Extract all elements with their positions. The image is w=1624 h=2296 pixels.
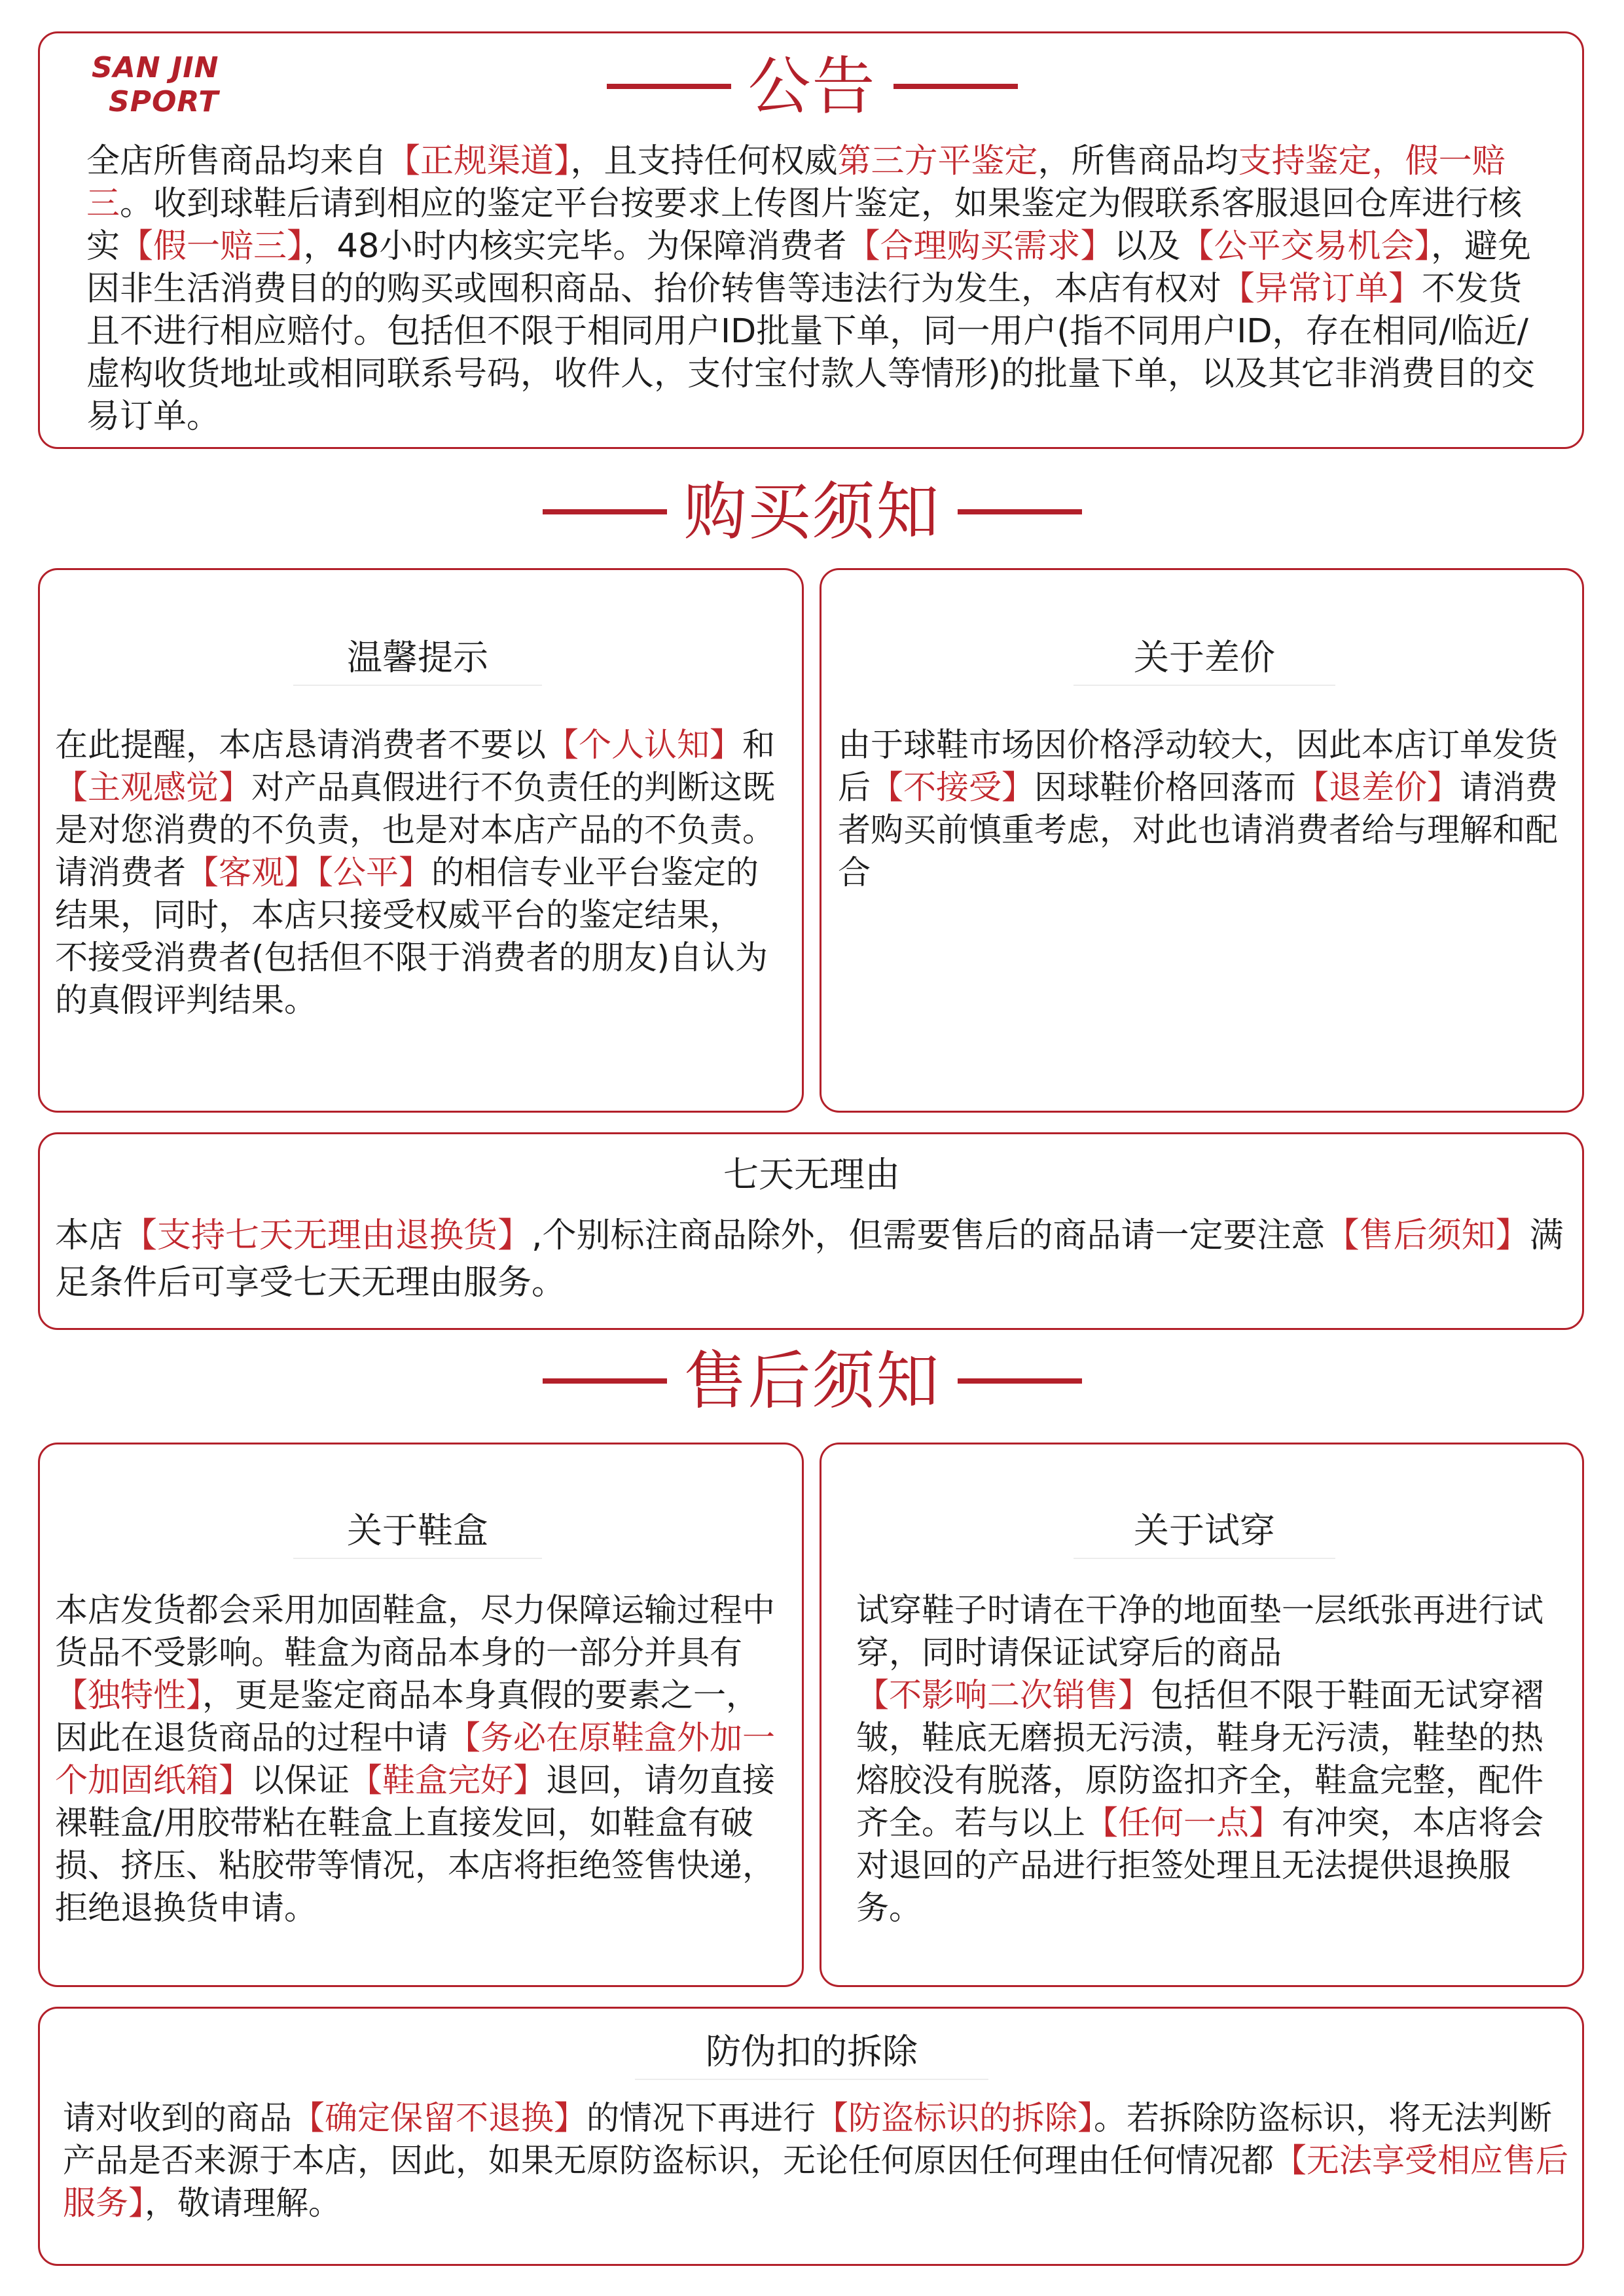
body-text: 退回，请勿直接裸鞋盒/用胶带粘在鞋盒上直接发回，如鞋盒有破损、挤压、粘胶带等情况，本店将拒绝签售快递，拒绝退换货申请。 — [55, 1761, 775, 1927]
highlight-text: 【无法享受相应售后服务】 — [63, 2142, 1568, 2222]
antitheft-body — [63, 2097, 1575, 2225]
body-text: 请对收到的商品 — [63, 2099, 292, 2137]
notice-title: 公告 — [748, 50, 876, 123]
body-text: ，且支持任何权威 — [570, 142, 838, 181]
body-text: 。若拆除防盗标识，将无法判断产品是否来源于本店，因此，如果无原防盗标识，无论任何原因任何理由任何情况都 — [63, 2099, 1552, 2179]
body-text: 本店 — [55, 1216, 124, 1255]
highlight-text: 【确定保留不退换】 — [292, 2099, 586, 2137]
body-text: 有冲突，本店将会对退回的产品进行拒签处理且无法提供退换服务。 — [856, 1804, 1543, 1927]
body-text: ，所售商品均 — [1038, 142, 1238, 181]
seven-days-title: 七天无理由 — [723, 1154, 900, 1195]
body-text: 包括但不限于鞋面无试穿褶皱，鞋底无磨损无污渍，鞋身无污渍，鞋垫的热熔胶没有脱落，原防盗扣齐全，鞋盒完整，配件齐全。若与以上 — [856, 1676, 1543, 1842]
aftersale-heading — [0, 1344, 1624, 1418]
purchase-heading — [0, 475, 1624, 548]
price-diff-body — [838, 724, 1570, 894]
antitheft-title: 防伪扣的拆除 — [635, 2029, 988, 2080]
highlight-text: 【独特性】 — [55, 1676, 202, 1714]
heading-line-left — [543, 1378, 667, 1384]
body-text: 。收到球鞋后请到相应的鉴定平台按要求上传图片鉴定，如果鉴定为假联系客服退回仓库进行核实 — [86, 185, 1523, 266]
shoebox-title: 关于鞋盒 — [293, 1508, 542, 1559]
highlight-text: 【异常订单】 — [1221, 270, 1422, 308]
body-text: 因球鞋价格回落而 — [1034, 768, 1296, 806]
body-text: 和 — [742, 726, 775, 764]
body-text: ，更是鉴定商品本身真假的要素之一，因此在退货商品的过程中请 — [55, 1676, 759, 1757]
heading-line-right — [958, 509, 1082, 514]
seven-days-body — [55, 1212, 1574, 1306]
highlight-text: 【不影响二次销售】 — [856, 1676, 1151, 1714]
body-text: 请消费者购买前慎重考虑，对此也请消费者给与理解和配合 — [838, 768, 1558, 891]
body-text: 的情况下再进行 — [586, 2099, 816, 2137]
highlight-text: 【务必在原鞋盒外加一个加固纸箱】 — [55, 1719, 775, 1799]
logo-line-1: SAN JIN — [92, 51, 219, 84]
notice-heading — [0, 50, 1624, 123]
highlight-text: 【个人认知】 — [546, 726, 742, 764]
tryon-title: 关于试穿 — [1074, 1508, 1335, 1559]
body-text: 全店所售商品均来自 — [86, 142, 388, 181]
body-text: 在此提醒，本店恳请消费者不要以 — [55, 726, 546, 764]
body-text: ,个别标注商品除外，但需要售后的商品请一定要注意 — [532, 1216, 1326, 1255]
body-text: ，48小时内核实完毕。为保障消费者 — [303, 227, 847, 266]
body-text: 由于球鞋市场因价格浮动较大，因此本店订单发货后 — [838, 726, 1558, 806]
purchase-title: 购买须知 — [683, 475, 941, 548]
body-text: 本店发货都会采用加固鞋盒，尽力保障运输过程中货品不受影响。鞋盒为商品本身的一部分并具有 — [55, 1591, 775, 1672]
heading-line-left — [607, 84, 731, 89]
highlight-text: 【鞋盒完好】 — [350, 1761, 546, 1799]
highlight-text: 【正规渠道】 — [387, 142, 571, 181]
highlight-text: 第三方平鉴定 — [837, 142, 1038, 181]
heading-line-right — [893, 84, 1018, 89]
body-text: 满足条件后可享受七天无理由服务。 — [55, 1216, 1564, 1302]
body-text: 以保证 — [251, 1761, 350, 1799]
highlight-text: 【合理购买需求】 — [846, 227, 1114, 266]
price-diff-title: 关于差价 — [1074, 635, 1335, 686]
highlight-text: 【防盗标识的拆除】 — [816, 2099, 1094, 2137]
highlight-text: 支持鉴定，假一赔三 — [86, 142, 1506, 223]
notice-body — [86, 140, 1547, 438]
highlight-text: 【支持七天无理由退换货】 — [123, 1216, 532, 1255]
tips-body — [55, 724, 788, 1022]
tryon-body — [856, 1589, 1563, 1929]
body-text: 的相信专业平台鉴定的结果，同时，本店只接受权威平台的鉴定结果， 不接受消费者(包括但不限于消费者的朋友)自认为的真假评判结果。 — [55, 853, 768, 1019]
body-text: 以及 — [1113, 227, 1181, 266]
highlight-text: 【不接受】 — [871, 768, 1034, 806]
heading-line-left — [543, 509, 667, 514]
body-text: 对产品真假进行不负责任的判断这既是对您消费的不负责，也是对本店产品的不负责。请消费者 — [55, 768, 775, 891]
shoebox-body — [55, 1589, 788, 1929]
highlight-text: 【退差价】 — [1296, 768, 1460, 806]
body-text: 试穿鞋子时请在干净的地面垫一层纸张再进行试穿，同时请保证试穿后的商品 — [856, 1591, 1543, 1672]
highlight-text: 【客观】【公平】 — [186, 853, 431, 891]
highlight-text: 【售后须知】 — [1325, 1216, 1530, 1255]
highlight-text: 【主观感觉】 — [55, 768, 251, 806]
heading-line-right — [958, 1378, 1082, 1384]
logo-line-2: SPORT — [109, 85, 219, 118]
body-text: ，避免因非生活消费目的的购买或囤积商品、抬价转售等违法行为发生，本店有权对 — [86, 227, 1531, 308]
body-text: 不发货且不进行相应赔付。包括但不限于相同用户ID批量下单，同一用户(指不同用户ID，存在相同/临近/虚构收货地址或相同联系号码，收件人，支付宝付款人等情形)的批量下单，以及其它非消费目的交易订单。 — [86, 270, 1535, 436]
body-text: ，敬请理解。 — [145, 2184, 341, 2222]
highlight-text: 【假一赔三】 — [120, 227, 304, 266]
highlight-text: 【公平交易机会】 — [1180, 227, 1431, 266]
aftersale-title: 售后须知 — [683, 1344, 941, 1418]
tips-title: 温馨提示 — [293, 635, 542, 686]
highlight-text: 【任何一点】 — [1085, 1804, 1282, 1842]
